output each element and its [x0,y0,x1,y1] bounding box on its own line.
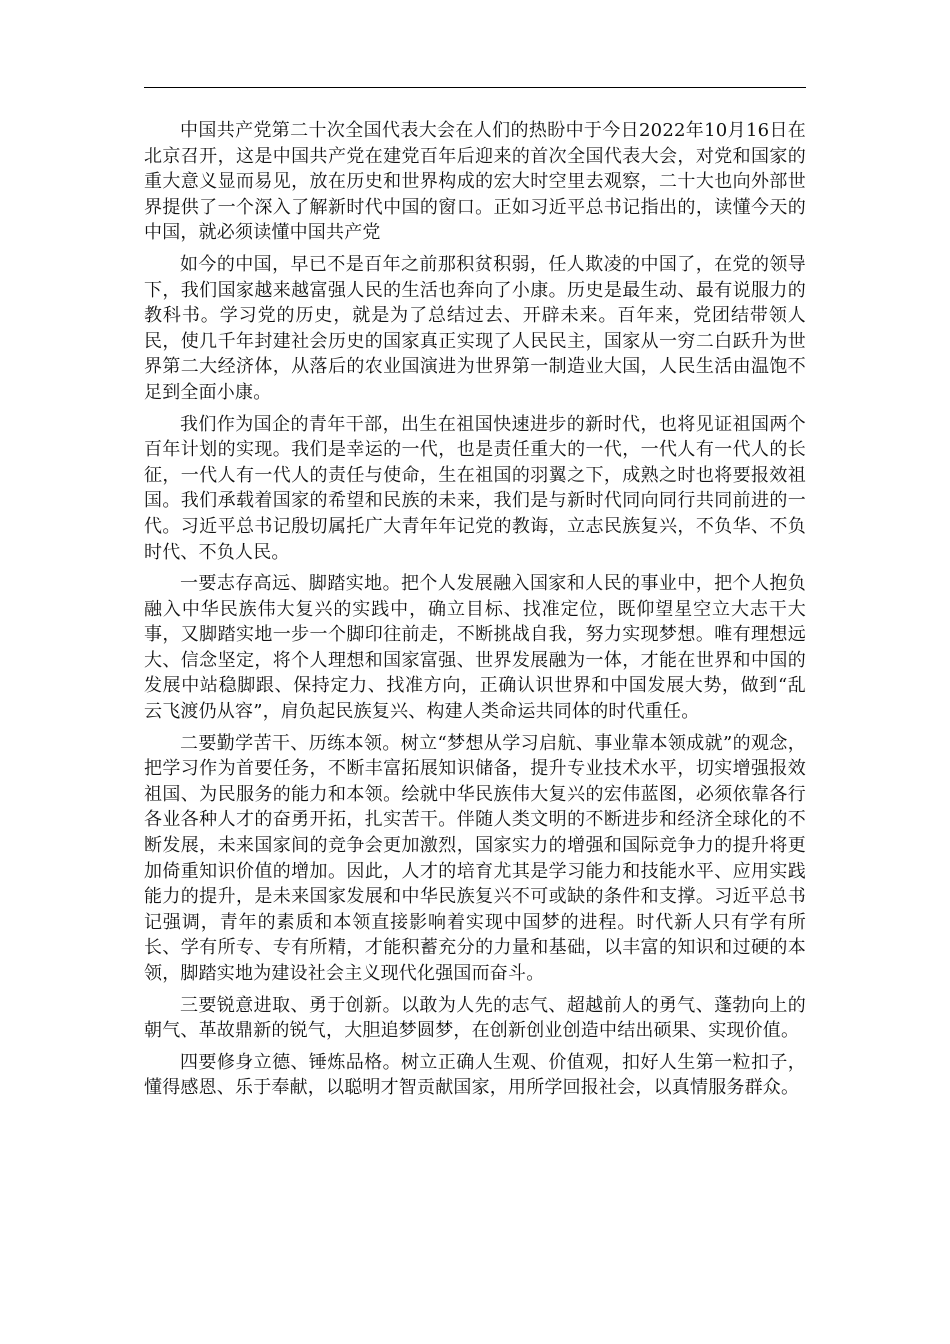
paragraph-youth: 我们作为国企的青年干部，出生在祖国快速进步的新时代，也将见证祖国两个百年计划的实现。我们是幸运的一代，也是责任重大的一代，一代人有一代人的长征，一代人有一代人的责任与使命，生在祖国的羽翼之下，成熟之时也将要报效祖国。我们承载着国家的希望和民族的未来，我们是与新时代同向同行共同前进的一代。习近平总书记殷切属托广大青年年记党的教诲，立志民族复兴，不负华、不负时代、不负人民。 [144,413,806,563]
paragraph-point-four: 四要修身立德、锤炼品格。树立正确人生观、价值观，扣好人生第一粒扣子，懂得感恩、乐于奉献，以聪明才智贡献国家，用所学回报社会，以真情服务群众。 [144,1051,806,1099]
paragraph-intro: 中国共产党第二十次全国代表大会在人们的热盼中于今日2022年10月16日在北京召开，这是中国共产党在建党百年后迎来的首次全国代表大会，对党和国家的重大意义显而易见，放在历史和世界构成的宏大时空里去观察，二十大也向外部世界提供了一个深入了解新时代中国的窗口。正如习近平总书记指出的，读懂今天的中国，就必须读懂中国共产党 [144,120,806,244]
paragraph-point-three: 三要锐意进取、勇于创新。以敢为人先的志气、超越前人的勇气、蓬勃向上的朝气、革故鼎新的锐气，大胆追梦圆梦，在创新创业创造中结出硕果、实现价值。 [144,994,806,1042]
document-body [144,118,806,1107]
paragraph-history: 如今的中国，早已不是百年之前那积贫积弱，任人欺凌的中国了，在党的领导下，我们国家越来越富强人民的生活也奔向了小康。历史是最生动、最有说服力的教科书。学习党的历史，就是为了总结过去、开辟未来。百年来，党团结带领人民，使几千年封建社会历史的国家真正实现了人民民主，国家从一穷二白跃升为世界第二大经济体，从落后的农业国演进为世界第一制造业大国，人民生活由温饱不足到全面小康。 [144,253,806,403]
paragraph-point-two: 二要勤学苦干、历练本领。树立“梦想从学习启航、事业靠本领成就”的观念，把学习作为首要任务，不断丰富拓展知识储备，提升专业技术水平，切实增强报效祖国、为民服务的能力和本领。绘就中华民族伟大复兴的宏伟蓝图，必须依靠各行各业各种人才的奋勇开拓，扎实苦干。伴随人类文明的不断进步和经济全球化的不断发展，未来国家间的竞争会更加激烈，国家实力的增强和国际竞争力的提升将更加倚重知识价值的增加。因此，人才的培育尤其是学习能力和技能水平、应用实践能力的提升，是未来国家发展和中华民族复兴不可或缺的条件和支撑。习近平总书记强调，青年的素质和本领直接影响着实现中国梦的进程。时代新人只有学有所长、学有所专、专有所精，才能积蓄充分的力量和基础，以丰富的知识和过硬的本领，脚踏实地为建设社会主义现代化强国而奋斗。 [144,732,806,984]
header-rule [144,87,806,88]
paragraph-point-one: 一要志存高远、脚踏实地。把个人发展融入国家和人民的事业中，把个人抱负融入中华民族伟大复兴的实践中，确立目标、找准定位，既仰望星空立大志干大事，又脚踏实地一步一个脚印往前走，不断挑战自我，努力实现梦想。唯有理想远大、信念坚定，将个人理想和国家富强、世界发展融为一体，才能在世界和中国的发展中站稳脚跟、保持定力、找准方向，正确认识世界和中国发展大势，做到“乱云飞渡仍从容”，肩负起民族复兴、构建人类命运共同体的时代重任。 [144,573,806,723]
